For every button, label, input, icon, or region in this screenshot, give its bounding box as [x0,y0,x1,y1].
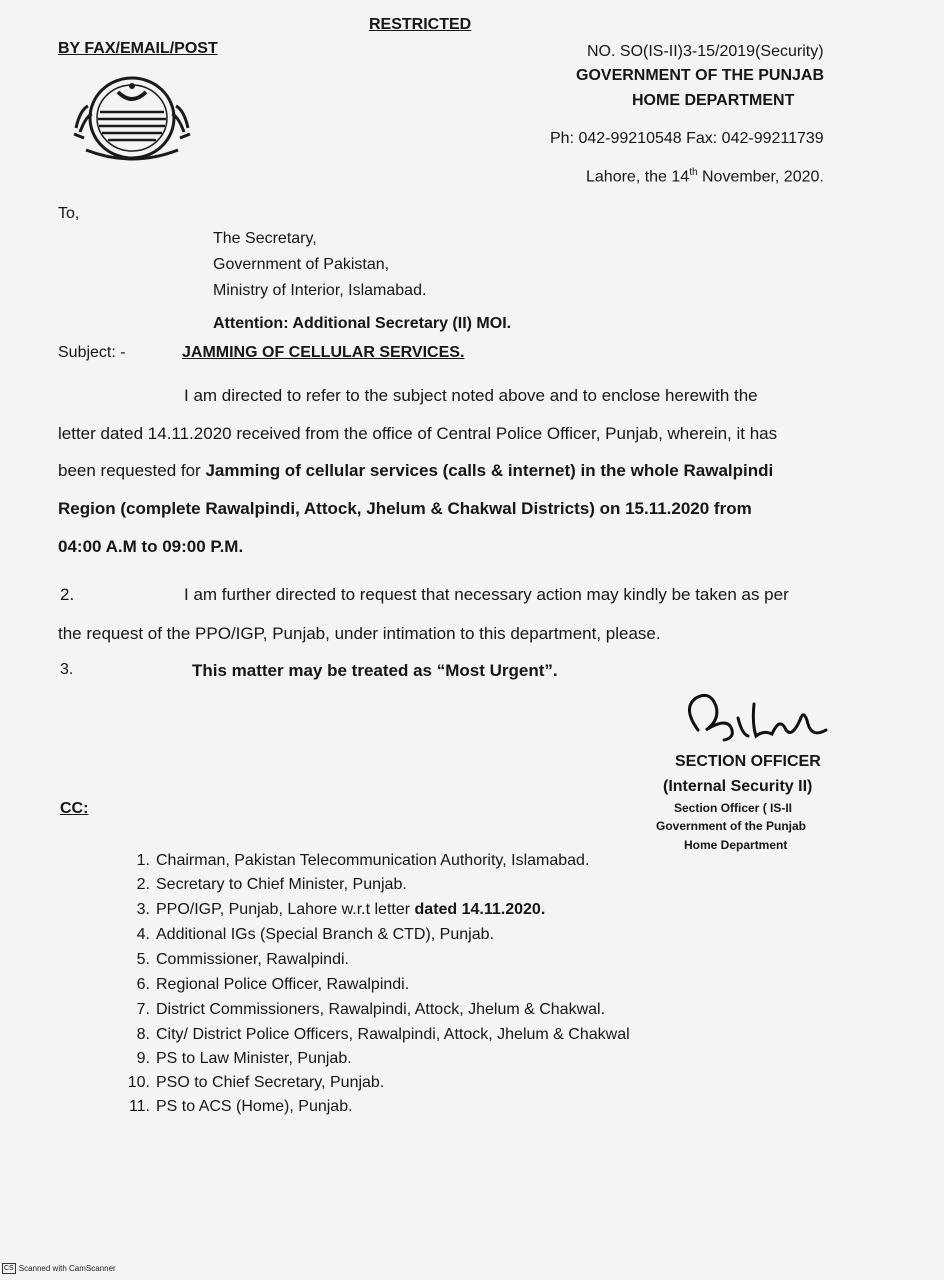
para2-line1: I am further directed to request that necessary action may kindly be taken as per [184,585,789,604]
para3-text: This matter may be treated as “Most Urgent”. [192,661,558,680]
department-name: HOME DEPARTMENT [632,92,795,109]
classification-label: RESTRICTED [369,16,472,33]
letter-date: Lahore, the 14th November, 2020. [586,167,824,186]
cc-item: 2. Secretary to Chief Minister, Punjab. [136,876,407,893]
handwritten-signature-icon [676,690,836,754]
cc-item: 5. Commissioner, Rawalpindi. [136,951,349,968]
cc-item: 4. Additional IGs (Special Branch & CTD), Punjab. [136,926,494,943]
para1-line2: letter dated 14.11.2020 received from the office of Central Police Officer, Punjab, wherein, it has [58,424,778,443]
stamp-line-3: Home Department [684,838,788,852]
subject-text: JAMMING OF CELLULAR SERVICES. [182,344,465,361]
stamp-line-2: Government of the Punjab [656,819,807,833]
attention-line: Attention: Additional Secretary (II) MOI. [213,315,512,332]
para1-line5: 04:00 A.M to 09:00 P.M. [58,537,244,556]
signatory-title: SECTION OFFICER [675,753,821,770]
cc-item: 6. Regional Police Officer, Rawalpindi. [136,976,410,993]
to-label: To, [58,205,80,222]
scanner-footer [2,1263,116,1274]
cc-item: 10. PSO to Chief Secretary, Punjab. [127,1074,385,1091]
camscanner-logo-icon: CS [4,1265,14,1272]
para2-number: 2. [60,585,75,604]
addressee-ministry: Ministry of Interior, Islamabad. [213,282,427,299]
phone-fax: Ph: 042-99210548 Fax: 042-99211739 [550,130,824,147]
para1-line3: been requested for Jamming of cellular services (calls & internet) in the whole Rawalpindi [58,461,774,480]
addressee-title: The Secretary, [213,230,317,247]
scanner-text: Scanned with CamScanner [18,1264,116,1273]
subject-label: Subject: - [58,344,126,361]
cc-item: 8. City/ District Police Officers, Rawalpindi, Attock, Jhelum & Chakwal [136,1026,630,1043]
cc-item: 9. PS to Law Minister, Punjab. [136,1050,352,1067]
cc-label: CC: [60,800,89,817]
para3-number: 3. [60,661,74,678]
cc-item: 3. PPO/IGP, Punjab, Lahore w.r.t letter dated 14.11.2020. [136,901,546,918]
punjab-government-emblem-icon [66,72,198,164]
cc-item: 11. PS to ACS (Home), Punjab. [128,1098,353,1115]
para1-line4: Region (complete Rawalpindi, Attock, Jhelum & Chakwal Districts) on 15.11.2020 from [58,499,752,518]
cc-item: 1. Chairman, Pakistan Telecommunication Authority, Islamabad. [136,852,590,869]
government-name: GOVERNMENT OF THE PUNJAB [576,67,825,84]
reference-number: NO. SO(IS-II)3-15/2019(Security) [587,43,824,60]
para2-line2: the request of the PPO/IGP, Punjab, under intimation to this department, please. [58,624,661,643]
para1-line1: I am directed to refer to the subject noted above and to enclose herewith the [184,386,758,405]
signatory-subtitle: (Internal Security II) [663,778,813,795]
addressee-govt: Government of Pakistan, [213,256,390,273]
delivery-method: BY FAX/EMAIL/POST [58,40,218,57]
cc-item: 7. District Commissioners, Rawalpindi, Attock, Jhelum & Chakwal. [136,1001,606,1018]
stamp-line-1: Section Officer ( IS-II [674,801,793,815]
